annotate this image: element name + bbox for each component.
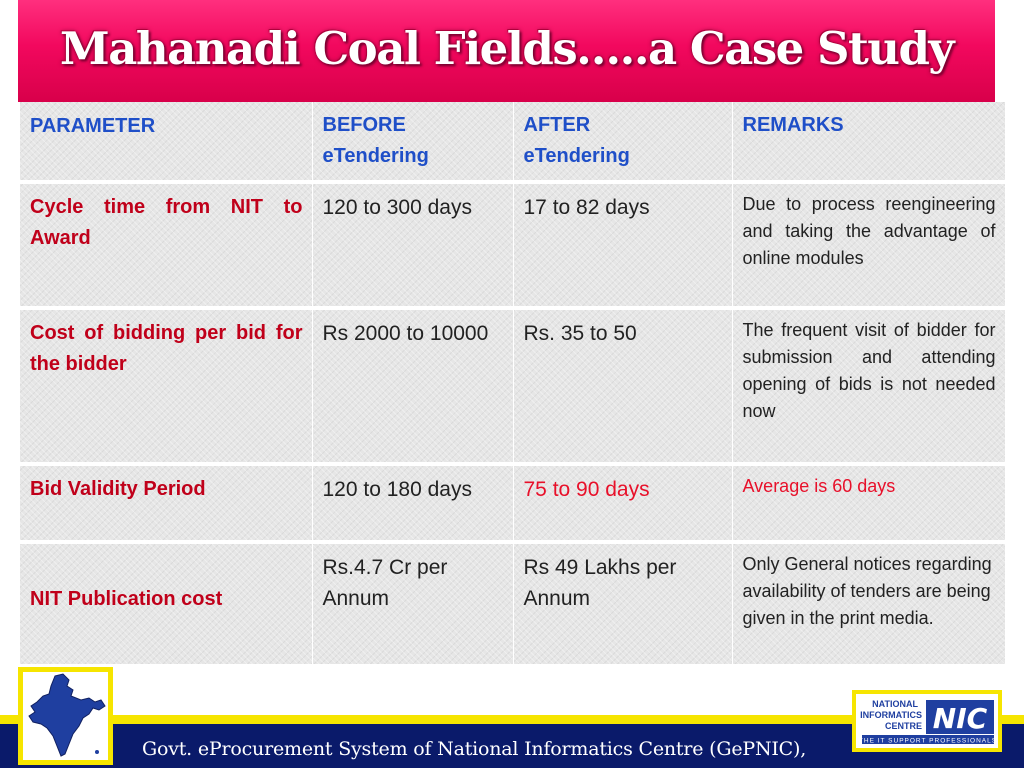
- logo-line3: CENTRE: [884, 721, 922, 731]
- row-before: [312, 182, 513, 308]
- header-before-line2: eTendering: [322, 145, 429, 167]
- remarks-value: Due to process reengineering and taking the advantage of online modules: [742, 194, 996, 268]
- logo-line2: INFORMATICS: [860, 710, 922, 720]
- row-after: [513, 464, 732, 542]
- row-after: [513, 542, 732, 666]
- row-parameter: [20, 308, 312, 464]
- nic-logo: [852, 690, 1002, 752]
- header-remarks-label: REMARKS: [742, 114, 844, 136]
- logo-mark: NIC: [932, 702, 988, 735]
- india-map-frame: [18, 667, 113, 765]
- india-map-icon: [23, 672, 108, 760]
- after-value: Rs. 35 to 50: [523, 322, 637, 345]
- row-parameter: [20, 542, 312, 666]
- remarks-value: The frequent visit of bidder for submission and attending opening of bids is not needed now: [742, 320, 996, 421]
- comparison-table: [20, 102, 1006, 668]
- row-before: [312, 464, 513, 542]
- before-value: Rs 2000 to 10000: [322, 322, 489, 345]
- before-value: 120 to 300 days: [322, 196, 472, 219]
- header-after-line1: AFTER: [523, 114, 591, 136]
- row-remarks: [732, 182, 1005, 308]
- parameter-bidding-cost: Cost of bidding per bid for the bidder: [30, 322, 303, 375]
- footer-text: Govt. eProcurement System of National Informatics Centre (GePNIC),: [142, 738, 807, 760]
- row-remarks: [732, 542, 1005, 666]
- table-header-row: [20, 102, 1005, 182]
- before-value: 120 to 180 days: [322, 478, 472, 501]
- header-after-line2: eTendering: [523, 145, 630, 167]
- after-value: 17 to 82 days: [523, 196, 650, 219]
- after-value: Rs 49 Lakhs per Annum: [523, 556, 677, 610]
- nic-logo-icon: [856, 694, 998, 748]
- parameter-cycle-time: Cycle time from NIT to Award: [30, 196, 303, 249]
- header-before: [312, 102, 513, 182]
- row-before: [312, 308, 513, 464]
- header-remarks: [732, 102, 1005, 182]
- slide-title: Mahanadi Coal Fields…..a Case Study: [59, 22, 954, 75]
- table-row: [20, 182, 1005, 308]
- table-row: [20, 308, 1005, 464]
- title-banner: [18, 0, 995, 102]
- parameter-bid-validity: Bid Validity Period: [30, 478, 206, 500]
- remarks-value: Average is 60 days: [742, 476, 896, 496]
- table-row: [20, 464, 1005, 542]
- row-parameter: [20, 464, 312, 542]
- before-value: Rs.4.7 Cr per Annum: [322, 556, 448, 610]
- row-remarks: [732, 308, 1005, 464]
- header-after: [513, 102, 732, 182]
- parameter-nit-publication: NIT Publication cost: [30, 588, 223, 610]
- header-parameter: [20, 102, 312, 182]
- row-remarks: [732, 464, 1005, 542]
- row-parameter: [20, 182, 312, 308]
- table-row: [20, 542, 1005, 666]
- remarks-value: Only General notices regarding availability of tenders are being given in the print media.: [742, 554, 992, 628]
- row-before: [312, 542, 513, 666]
- row-after: [513, 182, 732, 308]
- row-after: [513, 308, 732, 464]
- after-value: 75 to 90 days: [523, 478, 650, 501]
- logo-line1: NATIONAL: [872, 699, 918, 709]
- header-before-line1: BEFORE: [322, 114, 406, 136]
- header-parameter-label: PARAMETER: [30, 115, 156, 137]
- logo-tagline: THE IT SUPPORT PROFESSIONALS: [858, 737, 998, 745]
